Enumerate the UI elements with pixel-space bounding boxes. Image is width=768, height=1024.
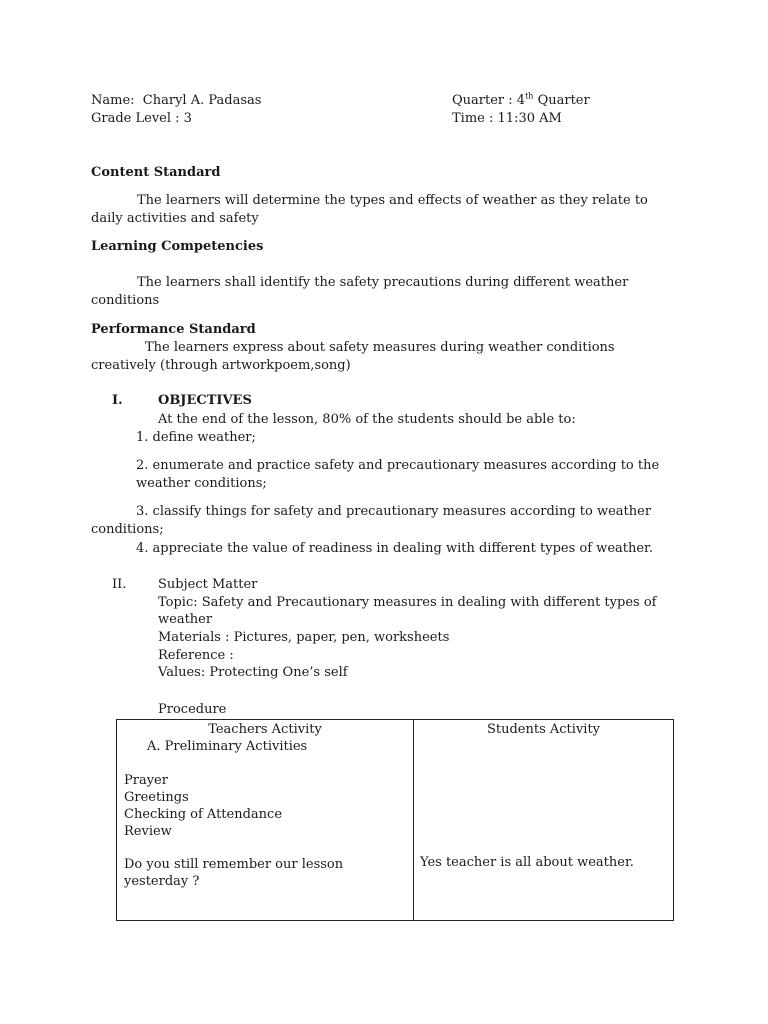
time-line xyxy=(452,110,562,128)
values-line: Values: Protecting One’s self xyxy=(158,665,348,680)
subject-matter-heading: Subject Matter xyxy=(158,577,258,592)
topic-line: Topic: Safety and Precautionary measures in dealing with different types of xyxy=(158,595,657,610)
grade-value: 3 xyxy=(183,111,192,126)
objective-item-4: 4. appreciate the value of readiness in dealing with different types of weather. xyxy=(136,541,653,556)
objective-item-2: 2. enumerate and practice safety and precautionary measures according to the xyxy=(136,458,660,473)
quarter-label: Quarter : xyxy=(452,93,513,108)
objectives-heading: OBJECTIVES xyxy=(158,393,252,408)
content-standard-text: The learners will determine the types and effects of weather as they relate to daily activities and safety xyxy=(91,193,648,226)
students-activity-header: Students Activity xyxy=(486,722,601,737)
time-value: 11:30 AM xyxy=(497,111,562,126)
greetings-item: Greetings xyxy=(124,790,189,805)
quarter-sup: th xyxy=(525,91,534,101)
performance-standard-text: The learners express about safety measures during weather conditions creatively (through artworkpoem,song) xyxy=(91,340,615,373)
objectives-intro: At the end of the lesson, 80% of the students should be able to: xyxy=(158,412,576,427)
attendance-item: Checking of Attendance xyxy=(124,807,283,822)
student-answer: Yes teacher is all about weather. xyxy=(420,855,634,870)
objectives-numeral: I. xyxy=(112,393,123,408)
prayer-item: Prayer xyxy=(124,773,168,788)
objective-item-1: 1. define weather; xyxy=(136,430,256,445)
content-standard-heading: Content Standard xyxy=(91,165,221,180)
name-label: Name: xyxy=(91,93,135,108)
procedure-label: Procedure xyxy=(158,702,227,717)
quarter-line xyxy=(452,92,590,110)
objective-item-3-cont: conditions; xyxy=(91,522,164,537)
teacher-question-cont: yesterday ? xyxy=(124,874,200,889)
teachers-activity-cell xyxy=(117,720,414,921)
grade-label: Grade Level : xyxy=(91,111,180,126)
performance-standard-heading: Performance Standard xyxy=(91,322,256,337)
procedure-table xyxy=(116,719,674,921)
grade-level-line xyxy=(91,110,192,128)
students-activity-cell xyxy=(414,720,674,921)
teachers-activity-header: Teachers Activity xyxy=(208,722,322,737)
review-item: Review xyxy=(124,824,172,839)
reference-line: Reference : xyxy=(158,648,234,663)
subject-matter-numeral: II. xyxy=(112,577,127,592)
learning-competencies-text: The learners shall identify the safety precautions during different weather conditions xyxy=(91,275,629,308)
student-name-line xyxy=(91,92,261,110)
time-label: Time : xyxy=(452,111,494,126)
topic-line-cont: weather xyxy=(158,612,213,627)
learning-competencies-heading: Learning Competencies xyxy=(91,239,264,254)
objective-item-3: 3. classify things for safety and precautionary measures according to weather xyxy=(136,504,652,519)
name-value: Charyl A. Padasas xyxy=(142,93,262,108)
quarter-word: Quarter xyxy=(537,93,590,108)
objective-item-2-cont: weather conditions; xyxy=(136,476,267,491)
materials-line: Materials : Pictures, paper, pen, worksheets xyxy=(158,630,450,645)
quarter-num: 4 xyxy=(516,93,526,108)
teacher-question: Do you still remember our lesson xyxy=(124,857,344,872)
preliminary-activities: A. Preliminary Activities xyxy=(147,739,308,754)
table-row xyxy=(117,720,674,921)
